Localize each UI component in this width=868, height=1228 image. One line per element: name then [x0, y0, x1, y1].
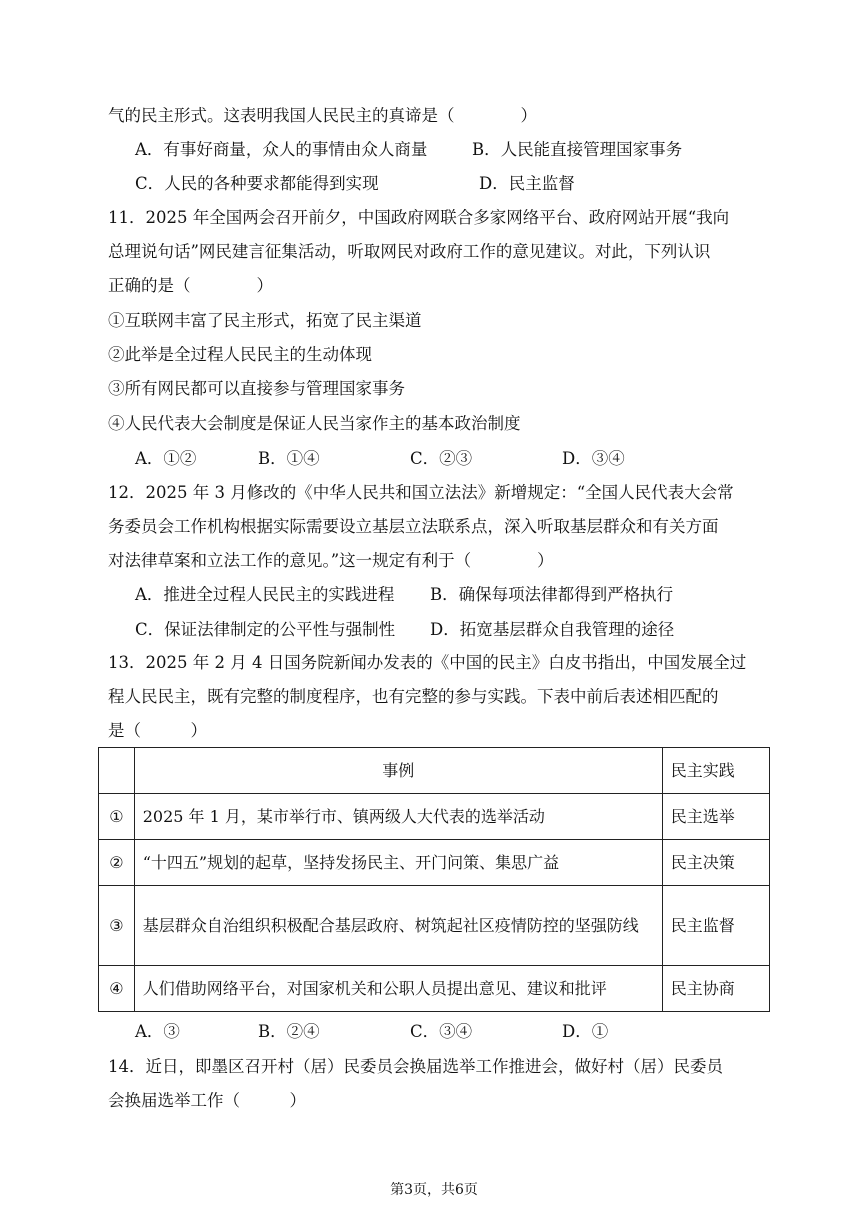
q11-stem-line-3: 正确的是（ ） — [108, 276, 273, 295]
q13-option-b: B．②④ — [258, 1022, 320, 1041]
header-practice-cell: 民主实践 — [662, 748, 769, 794]
row-example: 基层群众自治组织积极配合基层政府、树筑起社区疫情防控的坚强防线 — [134, 886, 662, 966]
q11-statement-4: ④人民代表大会制度是保证人民当家作主的基本政治制度 — [108, 414, 521, 433]
q10-option-b: B．人民能直接管理国家事务 — [472, 140, 683, 159]
q14-stem-line-2: 会换届选举工作（ ） — [108, 1091, 306, 1110]
page-footer: 第3页，共6页 — [390, 1182, 478, 1198]
q13-stem-line-1: 13．2025 年 2 月 4 日国务院新闻办发表的《中国的民主》白皮书指出，中国发展全过 — [108, 653, 747, 672]
q11-stem-line-1: 11．2025 年全国两会召开前夕，中国政府网联合多家网络平台、政府网站开展“我向 — [108, 208, 730, 227]
row-practice: 民主选举 — [662, 794, 769, 840]
q13-stem-line-3: 是（ ） — [108, 721, 207, 740]
q10-option-c: C．人民的各种要求都能得到实现 — [135, 174, 379, 193]
q12-option-a: A．推进全过程人民民主的实践进程 — [135, 585, 395, 604]
q12-stem-line-2: 务委员会工作机构根据实际需要设立基层立法联系点，深入听取基层群众和有关方面 — [108, 517, 719, 536]
row-num: ④ — [99, 966, 135, 1012]
row-example: 人们借助网络平台，对国家机关和公职人员提出意见、建议和批评 — [134, 966, 662, 1012]
q11-statement-1: ①互联网丰富了民主形式，拓宽了民主渠道 — [108, 311, 422, 330]
row-example: “十四五”规划的起草，坚持发扬民主、开门问策、集思广益 — [134, 840, 662, 886]
header-num-cell — [99, 748, 135, 794]
q11-option-d: D．③④ — [562, 449, 625, 468]
q11-option-a: A．①② — [135, 449, 197, 468]
q13-stem-line-2: 程人民民主，既有完整的制度程序，也有完整的参与实践。下表中前后表述相匹配的 — [108, 687, 719, 706]
header-example-cell: 事例 — [134, 748, 662, 794]
q10-option-d: D．民主监督 — [479, 174, 575, 193]
q11-stem-line-2: 总理说句话”网民建言征集活动，听取网民对政府工作的意见建议。对此，下列认识 — [108, 242, 711, 261]
row-practice: 民主协商 — [662, 966, 769, 1012]
q13-option-d: D．① — [562, 1022, 609, 1041]
table-row — [99, 794, 770, 840]
row-practice: 民主监督 — [662, 886, 769, 966]
row-num: ① — [99, 794, 135, 840]
table-row — [99, 886, 770, 966]
q14-stem-line-1: 14．近日，即墨区召开村（居）民委员会换届选举工作推进会，做好村（居）民委员 — [108, 1057, 723, 1076]
row-practice: 民主决策 — [662, 840, 769, 886]
row-example: 2025 年 1 月，某市举行市、镇两级人大代表的选举活动 — [134, 794, 662, 840]
q11-option-b: B．①④ — [258, 449, 320, 468]
table-row — [99, 840, 770, 886]
q10-text-line: 气的民主形式。这表明我国人民民主的真谛是（ ） — [108, 106, 537, 125]
q12-stem-line-1: 12．2025 年 3 月修改的《中华人民共和国立法法》新增规定：“全国人民代表大会常 — [108, 483, 734, 502]
q11-statement-2: ②此举是全过程人民民主的生动体现 — [108, 345, 372, 364]
q13-option-c: C．③④ — [410, 1022, 473, 1041]
row-num: ③ — [99, 886, 135, 966]
table-row — [99, 966, 770, 1012]
row-num: ② — [99, 840, 135, 886]
q12-stem-line-3: 对法律草案和立法工作的意见。”这一规定有利于（ ） — [108, 551, 554, 570]
q12-option-c: C．保证法律制定的公平性与强制性 — [135, 620, 396, 639]
q11-statement-3: ③所有网民都可以直接参与管理国家事务 — [108, 379, 405, 398]
q12-option-b: B．确保每项法律都得到严格执行 — [430, 585, 674, 604]
q12-option-d: D．拓宽基层群众自我管理的途径 — [430, 620, 675, 639]
q13-option-a: A．③ — [135, 1022, 180, 1041]
q11-option-c: C．②③ — [410, 449, 473, 468]
q10-option-a: A．有事好商量，众人的事情由众人商量 — [135, 140, 428, 159]
q13-table — [98, 747, 770, 1012]
table-header-row — [99, 748, 770, 794]
